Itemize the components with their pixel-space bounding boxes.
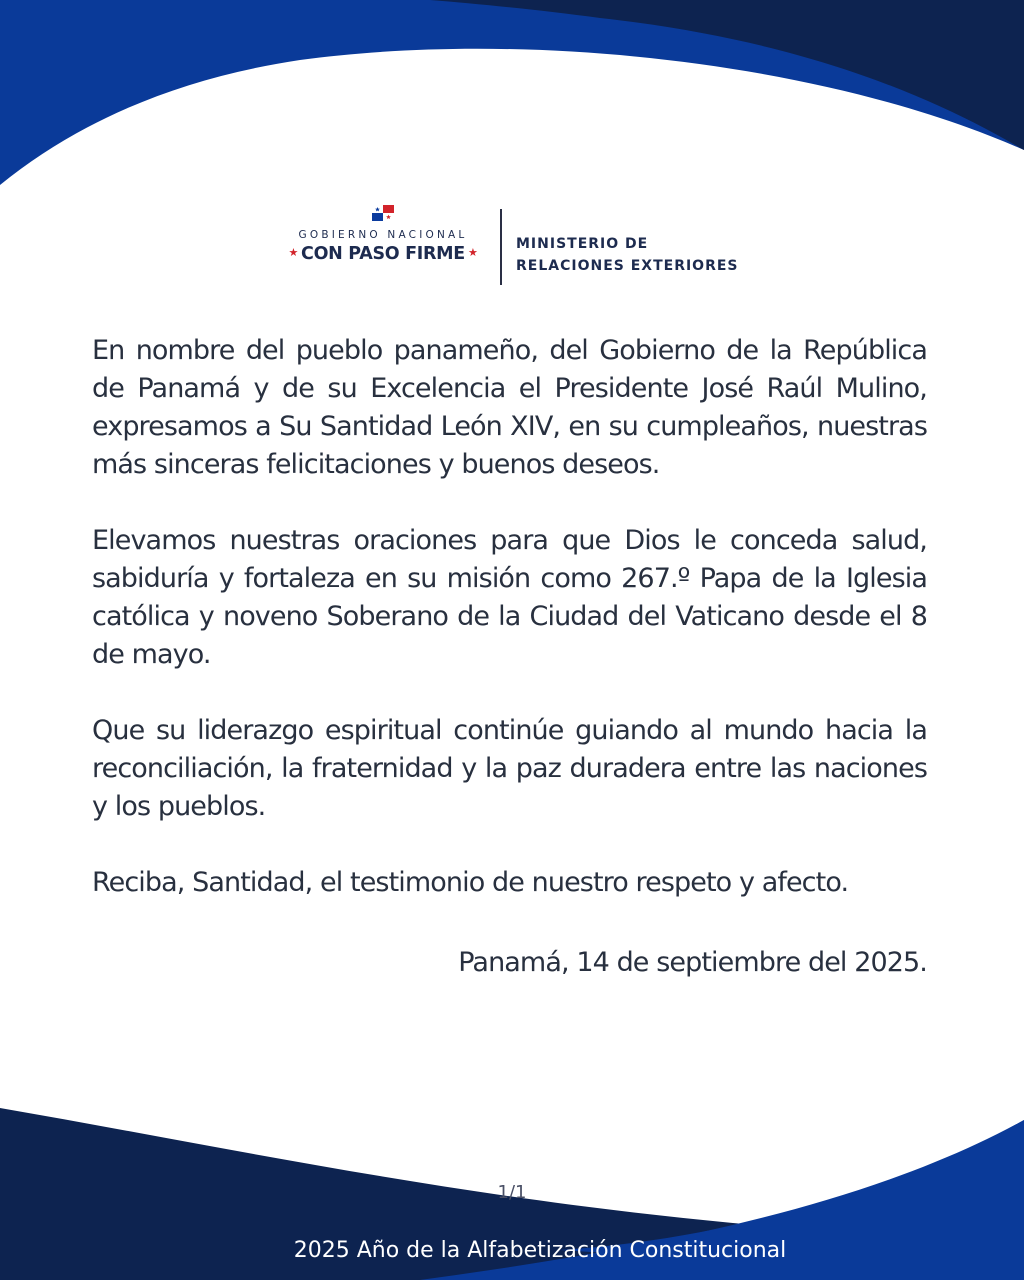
paragraph: Que su liderazgo espiritual continúe guiando al mundo hacia la reconciliación, la fraternidad y la paz duradera entre las naciones y los pueblos. bbox=[92, 715, 927, 822]
paragraph: Elevamos nuestras oraciones para que Dios le conceda salud, sabiduría y fortaleza en su misión como 267.º Papa de la Iglesia católica y noveno Soberano de la Ciudad del Vaticano desde el 8 de mayo. bbox=[92, 525, 927, 670]
star-icon: ★ bbox=[288, 246, 299, 259]
logo-divider bbox=[500, 209, 502, 285]
footer-text: 2025 Año de la Alfabetización Constitucional bbox=[293, 1238, 787, 1263]
header-logo bbox=[278, 205, 758, 290]
star-icon: ★ bbox=[467, 246, 478, 259]
gov-line2: CON PASO FIRME bbox=[301, 244, 465, 264]
ministry-line1: MINISTERIO DE bbox=[516, 236, 649, 252]
letter-body bbox=[92, 332, 927, 982]
paragraph: Reciba, Santidad, el testimonio de nuestro respeto y afecto. bbox=[92, 867, 849, 898]
letter-date: Panamá, 14 de septiembre del 2025. bbox=[458, 947, 927, 978]
gov-slogan bbox=[278, 244, 488, 264]
ministry-name bbox=[516, 233, 739, 277]
gov-line1: GOBIERNO NACIONAL bbox=[298, 229, 468, 241]
paragraph: En nombre del pueblo panameño, del Gobierno de la República de Panamá y de su Excelencia el Presidente José Raúl Mulino, expresamos a Su Santidad León XIV, en su cumpleaños, nuestras más sinceras felicitaciones y buenos deseos. bbox=[92, 335, 927, 480]
page-number: 1/1 bbox=[497, 1182, 527, 1203]
panama-flag-icon bbox=[372, 205, 394, 221]
ministry-line2: RELACIONES EXTERIORES bbox=[516, 258, 739, 274]
government-logo bbox=[278, 205, 488, 264]
